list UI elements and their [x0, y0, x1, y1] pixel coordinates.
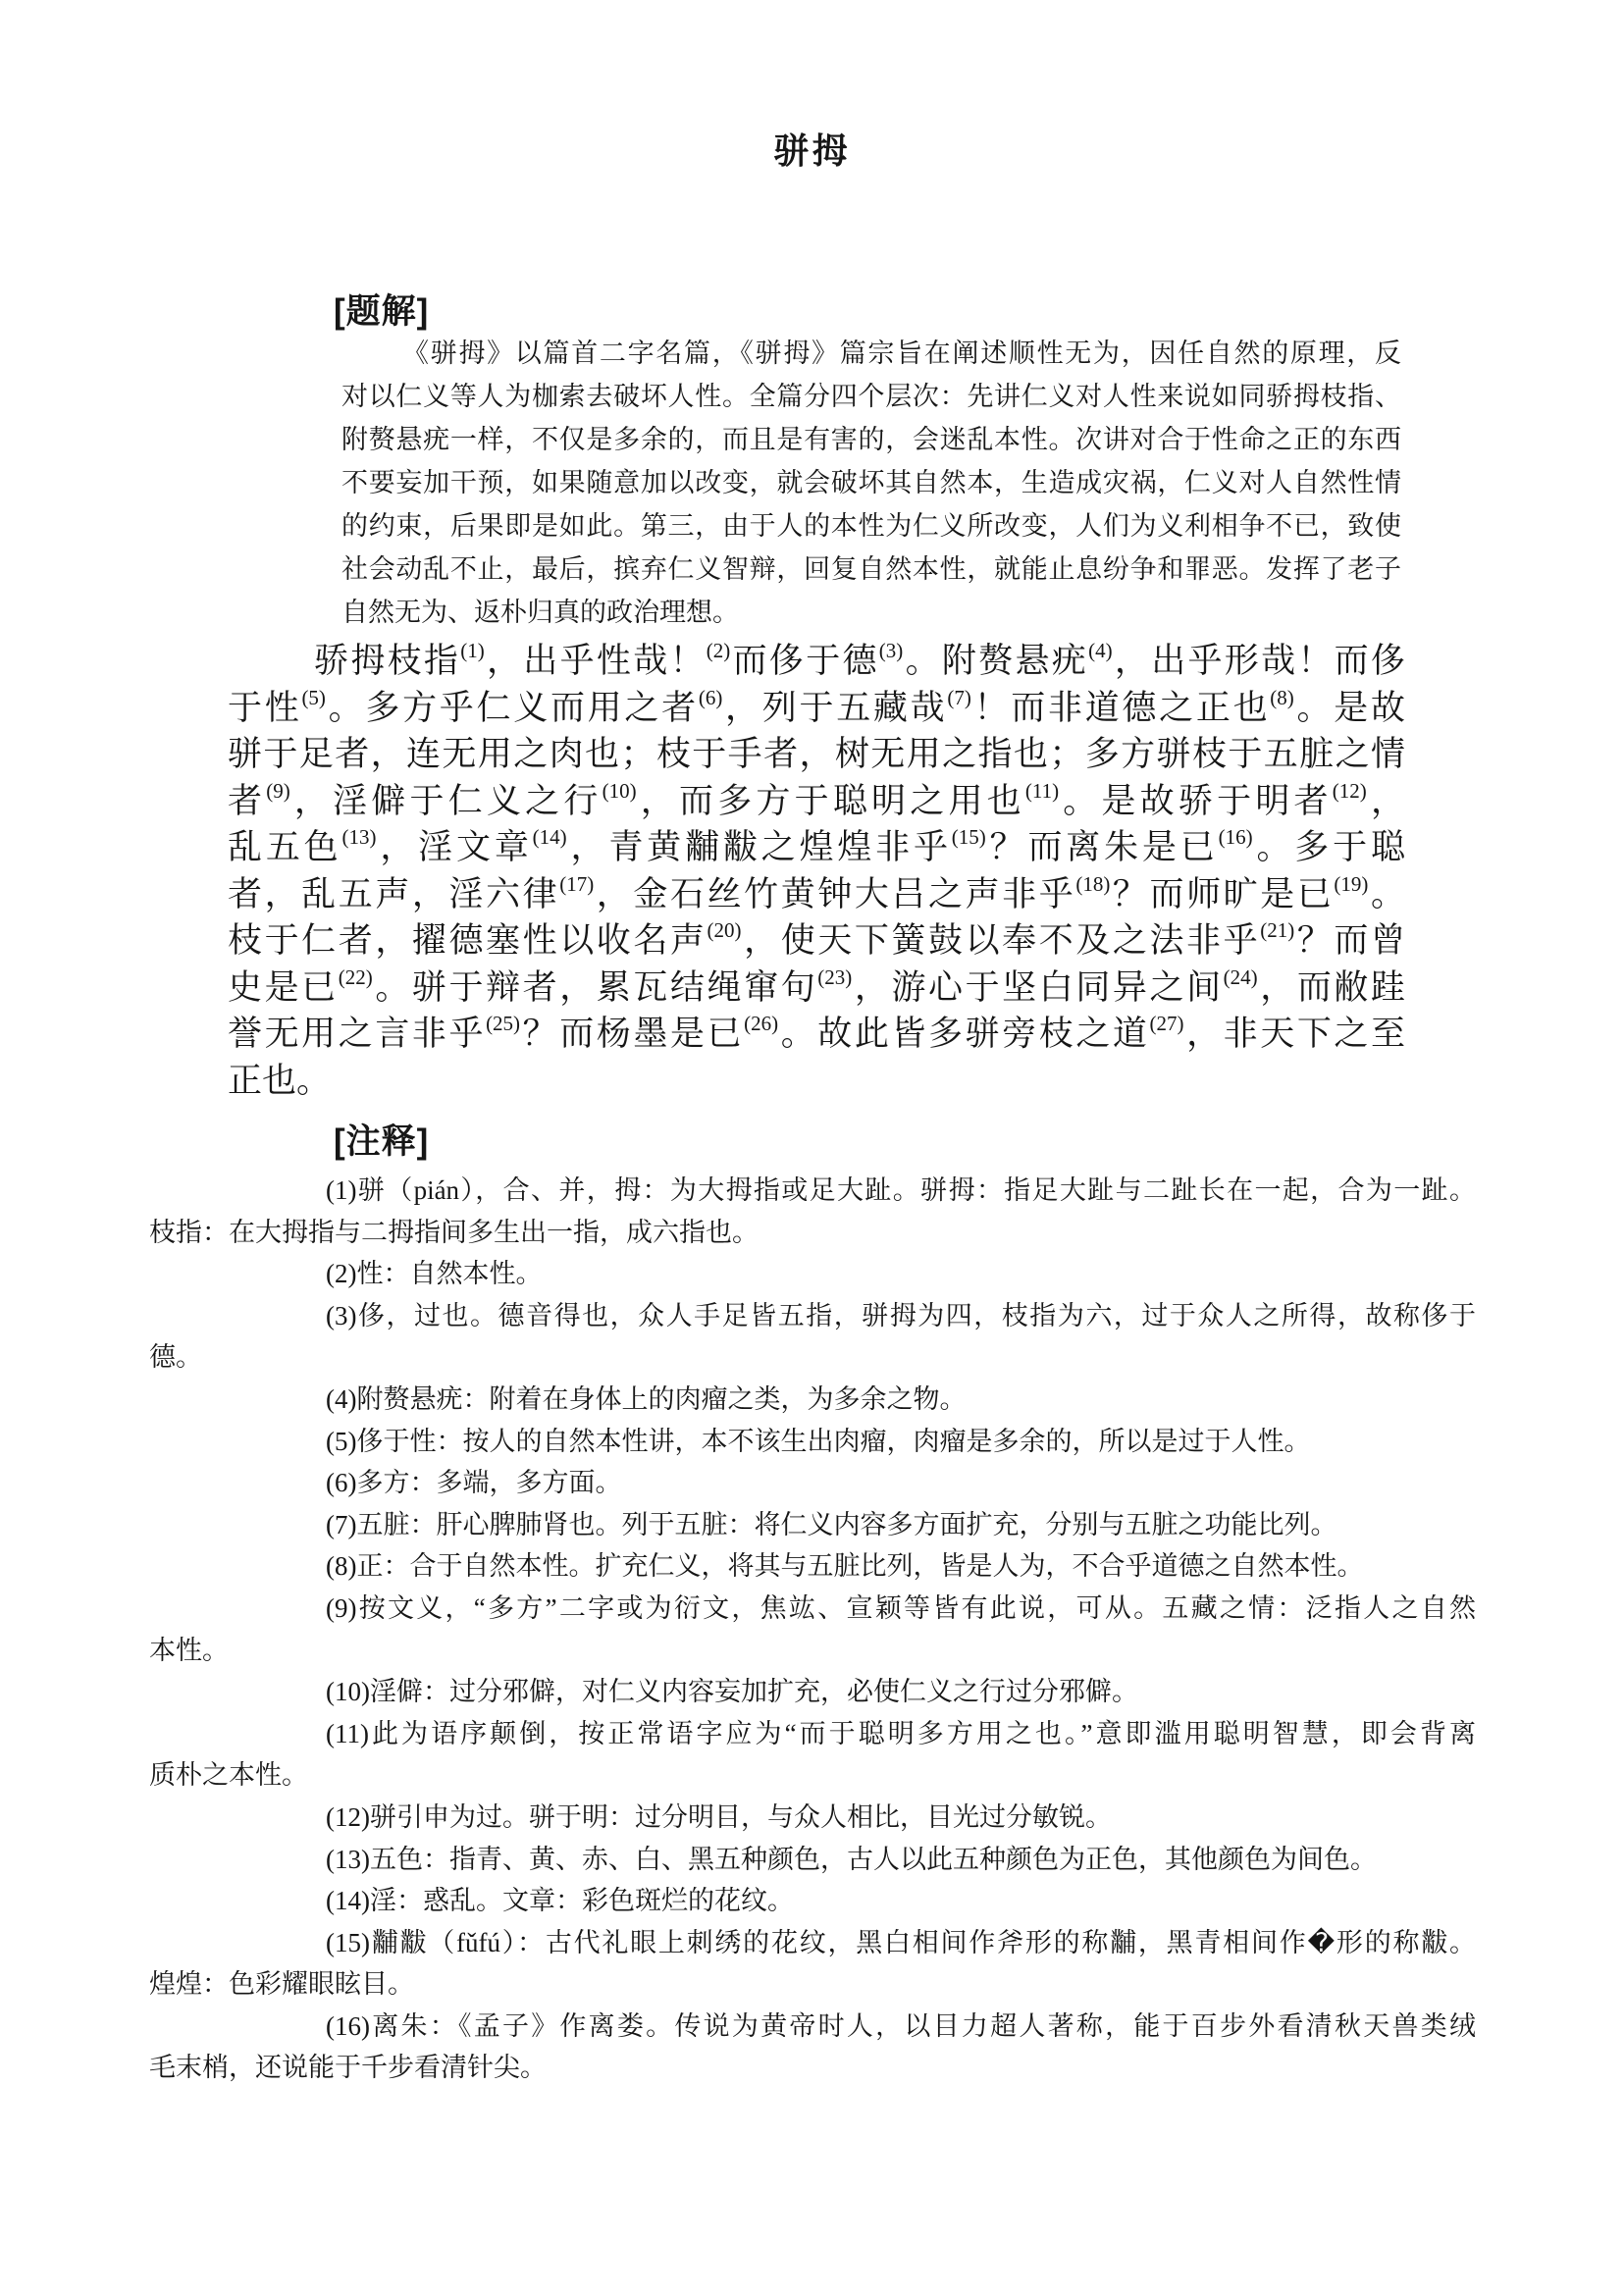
section-header-zhushi: [注释]	[334, 1122, 430, 1161]
note-line: (9)按文义，“多方”二字或为衍文，焦竑、宣颖等皆有此说，可从。五藏之情：泛指人之自然	[326, 1592, 1476, 1623]
footnote-ref: (14)	[532, 825, 567, 850]
footnote-ref: (2)	[706, 639, 731, 663]
footnote-ref: (17)	[559, 871, 595, 896]
main-line: 骈于足者，连无用之肉也；枝于手者，树无用之指也；多方骈枝于五脏之情	[228, 735, 1405, 773]
tijie-line: 附赘悬疣一样，不仅是多余的，而且是有害的，会迷乱本性。次讲对合于性命之正的东西	[341, 425, 1401, 454]
tijie-line: 自然无为、返朴归真的政治理想。	[341, 598, 739, 627]
footnote-ref: (18)	[1075, 871, 1111, 896]
section-header-tijie: [题解]	[334, 292, 430, 331]
tijie-line: 不要妄加干预，如果随意加以改变，就会破坏其自然本，生造成灾祸，仁义对人自然性情	[341, 468, 1401, 497]
footnote-ref: (27)	[1149, 1012, 1184, 1036]
footnote-ref: (5)	[301, 685, 326, 709]
note-line: (12)骈引申为过。骈于明：过分明目，与众人相比，目光过分敏锐。	[326, 1801, 1112, 1832]
note-line: (6)多方：多端，多方面。	[326, 1468, 622, 1498]
footnote-ref: (22)	[338, 965, 373, 989]
footnote-ref: (10)	[602, 778, 637, 803]
notes-section	[149, 1170, 1476, 2089]
note-line: (11)此为语序颠倒，按正常语字应为“而于聪明多方用之也。”意即滥用聪明智慧，即会背离	[326, 1718, 1476, 1748]
note-line: (8)正：合于自然本性。扩充仁义，将其与五脏比列，皆是人为，不合乎道德之自然本性。	[326, 1551, 1364, 1582]
note-line: (7)五脏：肝心脾肺肾也。列于五脏：将仁义内容多方面扩充，分别与五脏之功能比列。	[326, 1509, 1337, 1539]
note-line: (5)侈于性：按人的自然本性讲，本不该生出肉瘤，肉瘤是多余的，所以是过于人性。	[326, 1426, 1311, 1456]
footnote-ref: (3)	[878, 639, 904, 663]
note-line: (1)骈（pián），合、并，拇：为大拇指或足大趾。骈拇：指足大趾与二趾长在一起，合为一趾。	[326, 1175, 1476, 1205]
tijie-line: 对以仁义等人为枷索去破坏人性。全篇分四个层次：先讲仁义对人性来说如同骄拇枝指、	[341, 382, 1401, 411]
footnote-ref: (6)	[698, 685, 723, 709]
footnote-ref: (13)	[341, 825, 377, 850]
footnote-ref: (21)	[1260, 918, 1295, 943]
footnote-ref: (15)	[951, 825, 986, 850]
footnote-ref: (23)	[817, 965, 853, 989]
main-line: 正也。	[228, 1061, 332, 1100]
note-line: 本性。	[149, 1635, 229, 1665]
footnote-ref: (20)	[707, 918, 742, 943]
main-line: 枝于仁者，擢德塞性以收名声$^{(20)}$，使天下簧鼓以奉不及之法非乎$^{(21)}$？而曾	[228, 918, 1405, 960]
main-line: 乱五色$^{(13)}$，淫文章$^{(14)}$，青黄黼黻之煌煌非乎$^{(15)}$？而离朱是已$^{(16)}$。多于聪	[228, 825, 1405, 866]
note-line: (14)淫：惑乱。文章：彩色斑烂的花纹。	[326, 1886, 794, 1916]
footnote-ref: (19)	[1334, 871, 1369, 896]
note-line: 毛末梢，还说能于千步看清针尖。	[149, 2053, 547, 2083]
note-line: 德。	[149, 1342, 202, 1373]
note-line: 质朴之本性。	[149, 1760, 308, 1791]
main-line: 者，乱五声，淫六律$^{(17)}$，金石丝竹黄钟大吕之声非乎$^{(18)}$？而师旷是已$^{(19)}$。	[228, 871, 1405, 913]
note-line: (2)性：自然本性。	[326, 1259, 543, 1289]
footnote-ref: (1)	[460, 639, 485, 663]
footnote-ref: (7)	[947, 685, 971, 709]
footnote-ref: (4)	[1088, 639, 1113, 663]
footnote-ref: (9)	[266, 778, 290, 803]
main-line: 史是已$^{(22)}$。骈于辩者，累瓦结绳窜句$^{(23)}$，游心于坚白同异之间$^{(24)}$，而敝跬	[228, 965, 1405, 1007]
main-text	[228, 638, 1405, 1104]
footnote-ref: (11)	[1024, 778, 1060, 803]
tijie-line: 社会动乱不止，最后，摈弃仁义智辩，回复自然本性，就能止息纷争和罪恶。发挥了老子	[341, 554, 1401, 584]
note-line: (3)侈，过也。德音得也，众人手足皆五指，骈拇为四，枝指为六，过于众人之所得，故称侈于	[326, 1300, 1476, 1330]
footnote-ref: (24)	[1223, 965, 1258, 989]
main-line: 骄拇枝指$^{(1)}$，出乎性哉！$^{(2)}$而侈于德$^{(3)}$。附赘悬疣$^{(4)}$，出乎形哉！而侈	[314, 639, 1405, 680]
note-line: (16)离朱：《孟子》作离娄。传说为黄帝时人，以目力超人著称，能于百步外看清秋天兽类绒	[326, 2010, 1476, 2041]
footnote-ref: (16)	[1218, 825, 1253, 850]
main-line: 者$^{(9)}$，淫僻于仁义之行$^{(10)}$，而多方于聪明之用也$^{(11)}$。是故骄于明者$^{(12)}$，	[228, 778, 1405, 820]
note-line: 煌煌：色彩耀眼眩目。	[149, 1969, 414, 2000]
main-line: 誉无用之言非乎$^{(25)}$？而杨墨是已$^{(26)}$。故此皆多骈旁枝之道$^{(27)}$，非天下之至	[228, 1012, 1405, 1053]
main-line: 于性$^{(5)}$。多方乎仁义而用之者$^{(6)}$，列于五藏哉$^{(7)}$！而非道德之正也$^{(8)}$。是故	[228, 685, 1405, 727]
note-line: (15)黼黻（fǔfú）：古代礼眼上刺绣的花纹，黑白相间作斧形的称黼，黑青相间作�形的称黻。	[326, 1927, 1476, 1957]
page-title: 骈拇	[773, 130, 851, 171]
note-line: (4)附赘悬疣：附着在身体上的肉瘤之类，为多余之物。	[326, 1383, 967, 1414]
footnote-ref: (12)	[1332, 778, 1367, 803]
tijie-line: 《骈拇》以篇首二字名篇，《骈拇》篇宗旨在阐述顺性无为，因任自然的原理，反	[402, 339, 1401, 368]
tijie-line: 的约束，后果即是如此。第三，由于人的本性为仁义所改变，人们为义利相争不已，致使	[341, 511, 1401, 541]
footnote-ref: (8)	[1270, 685, 1294, 709]
footnote-ref: (26)	[744, 1012, 779, 1036]
tijie-paragraph	[341, 332, 1401, 634]
note-line: 枝指：在大拇指与二拇指间多生出一指，成六指也。	[149, 1217, 759, 1247]
note-line: (10)淫僻：过分邪僻，对仁义内容妄加扩充，必使仁义之行过分邪僻。	[326, 1677, 1138, 1707]
note-line: (13)五色：指青、黄、赤、白、黑五种颜色，古人以此五种颜色为正色，其他颜色为间色。	[326, 1844, 1377, 1874]
footnote-ref: (25)	[486, 1012, 521, 1036]
